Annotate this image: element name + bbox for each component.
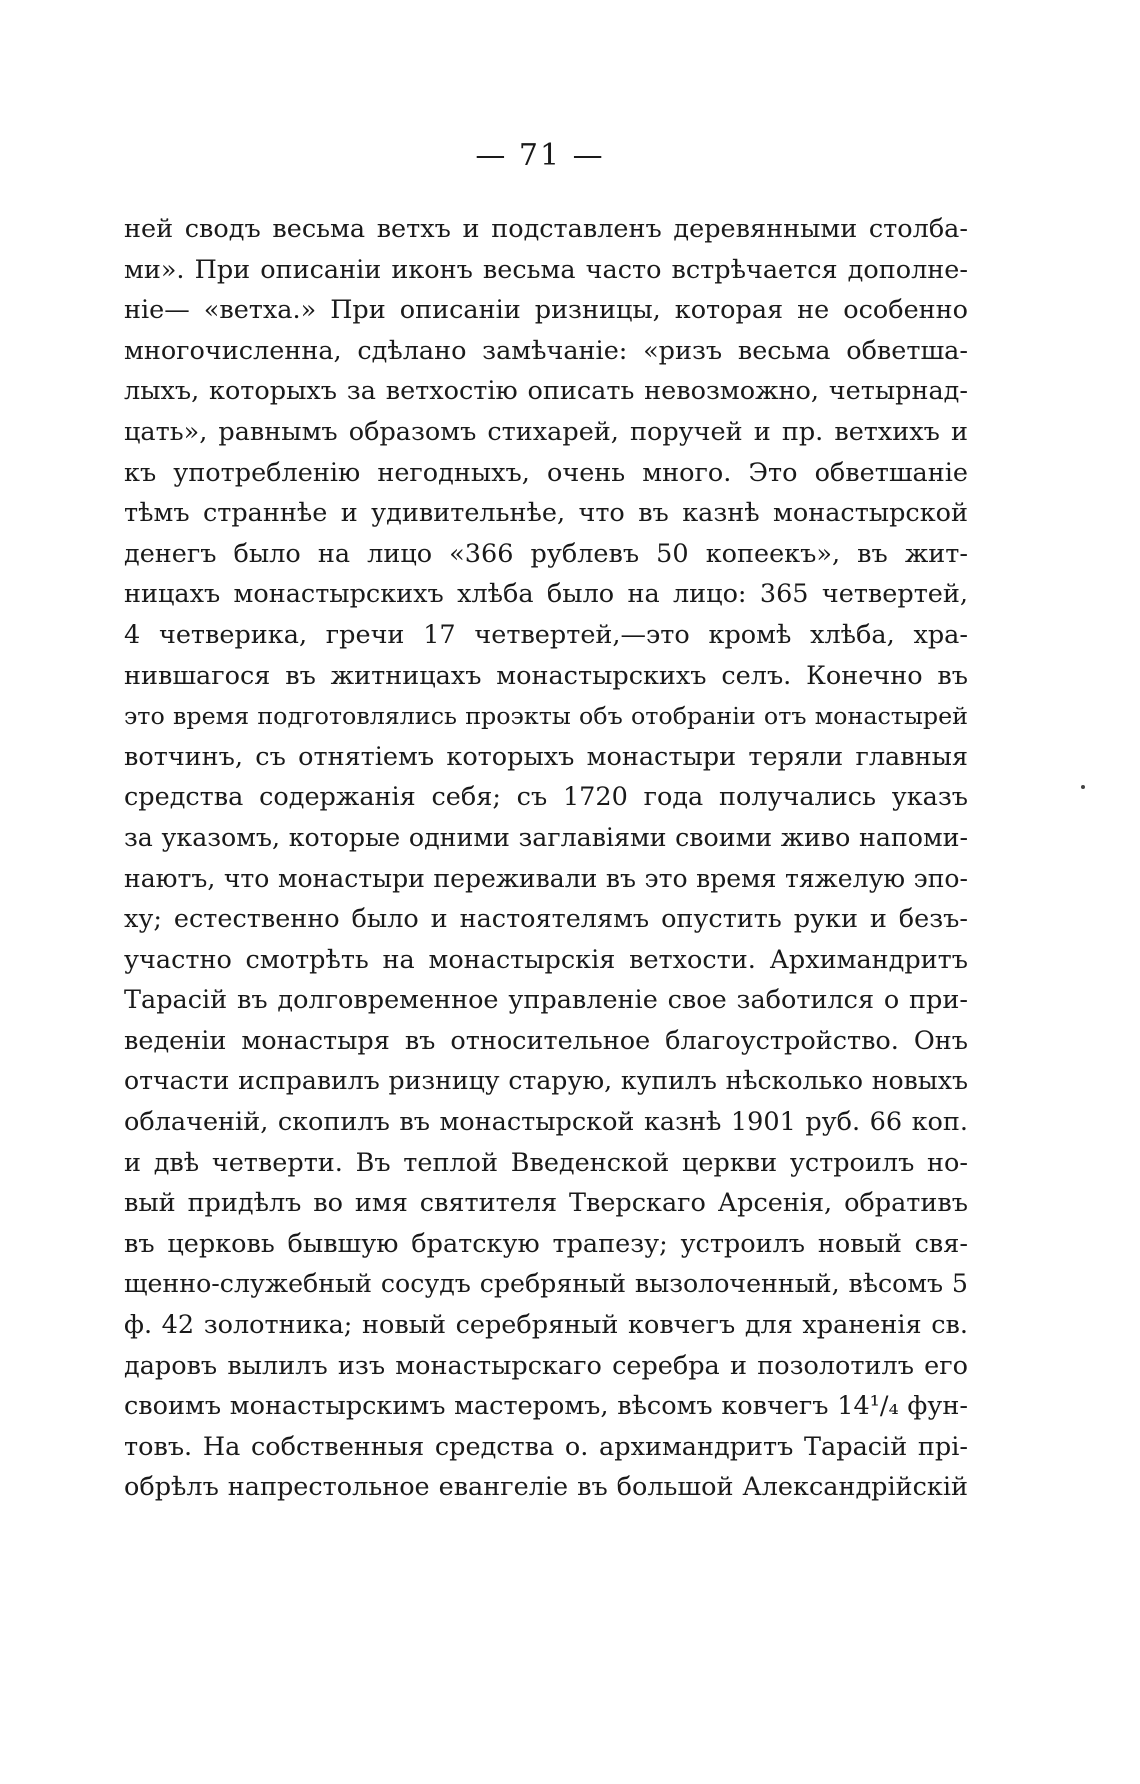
page-number: — 71 — [475,138,605,173]
text-line: участно смотрѣть на монастырскія ветхости. Архимандритъ [124,944,968,975]
text-line: ху; естественно было и настоятелямъ опустить руки и безъ- [124,904,968,935]
text-line: ф. 42 золотника; новый серебряный ковчегъ для храненія св. [124,1310,968,1341]
text-line: это время подготовлялись проэкты объ отобраніи отъ монастырей [124,702,968,731]
text-line: вый придѣлъ во имя святителя Тверскаго Арсенія, обративъ [124,1188,968,1219]
text-line: наютъ, что монастыри переживали въ это время тяжелую эпо- [124,863,968,893]
text-line: ней сводъ весьма ветхъ и подставленъ деревянными столба- [124,214,968,244]
text-line: многочисленна, сдѣлано замѣчаніе: «ризъ весьма обветша- [124,335,968,366]
text-line: цать», равнымъ образомъ стихарей, поручей и пр. ветхихъ и [124,416,968,447]
text-line: товъ. На собственныя средства о. архимандритъ Тарасій прі- [124,1431,968,1462]
text-line: за указомъ, которые одними заглавіями своими живо напоми- [124,822,968,852]
text-line: къ употребленію негодныхъ, очень много. Это обветшаніе [124,457,968,488]
text-line: ми». При описаніи иконъ весьма часто встрѣчается дополне- [124,254,968,285]
text-line: даровъ вылилъ изъ монастырскаго серебра и позолотилъ его [124,1350,968,1381]
text-line: денегъ было на лицо «366 рублевъ 50 копеекъ», въ жит- [124,538,968,569]
text-line: средства содержанія себя; съ 1720 года получались указъ [124,782,968,813]
text-line: ницахъ монастырскихъ хлѣба было на лицо: 365 четвертей, [124,579,968,610]
ink-speck [1081,785,1085,789]
text-line: тѣмъ страннѣе и удивительнѣе, что въ казнѣ монастырской [124,498,968,529]
text-line: вотчинъ, съ отнятіемъ которыхъ монастыри теряли главныя [124,741,968,772]
text-line: нившагося въ житницахъ монастырскихъ селъ. Конечно въ [124,660,968,691]
text-line: щенно-служебный сосудъ сребряный вызолоченный, вѣсомъ 5 [124,1269,968,1299]
text-line: облаченій, скопилъ въ монастырской казнѣ 1901 руб. 66 коп. [124,1107,968,1138]
body-text [124,209,968,1508]
text-line: Тарасій въ долговременное управленіе свое заботился о при- [124,985,968,1016]
text-line: лыхъ, которыхъ за ветхостію описать невозможно, четырнад- [124,376,968,407]
text-line: и двѣ четверти. Въ теплой Введенской церкви устроилъ но- [124,1147,968,1178]
text-line: въ церковь бывшую братскую трапезу; устроилъ новый свя- [124,1228,968,1259]
text-line: своимъ монастырскимъ мастеромъ, вѣсомъ ковчегъ 14¹/₄ фун- [124,1391,968,1422]
text-line: отчасти исправилъ ризницу старую, купилъ нѣсколько новыхъ [124,1066,968,1096]
text-line: ніе— «ветха.» При описаніи ризницы, которая не особенно [124,295,968,326]
text-line: веденіи монастыря въ относительное благоустройство. Онъ [124,1025,968,1056]
text-line: обрѣлъ напрестольное евангеліе въ большой Александрійскій [124,1472,968,1503]
text-line: 4 четверика, гречи 17 четвертей,—это кромѣ хлѣба, хра- [124,619,968,650]
